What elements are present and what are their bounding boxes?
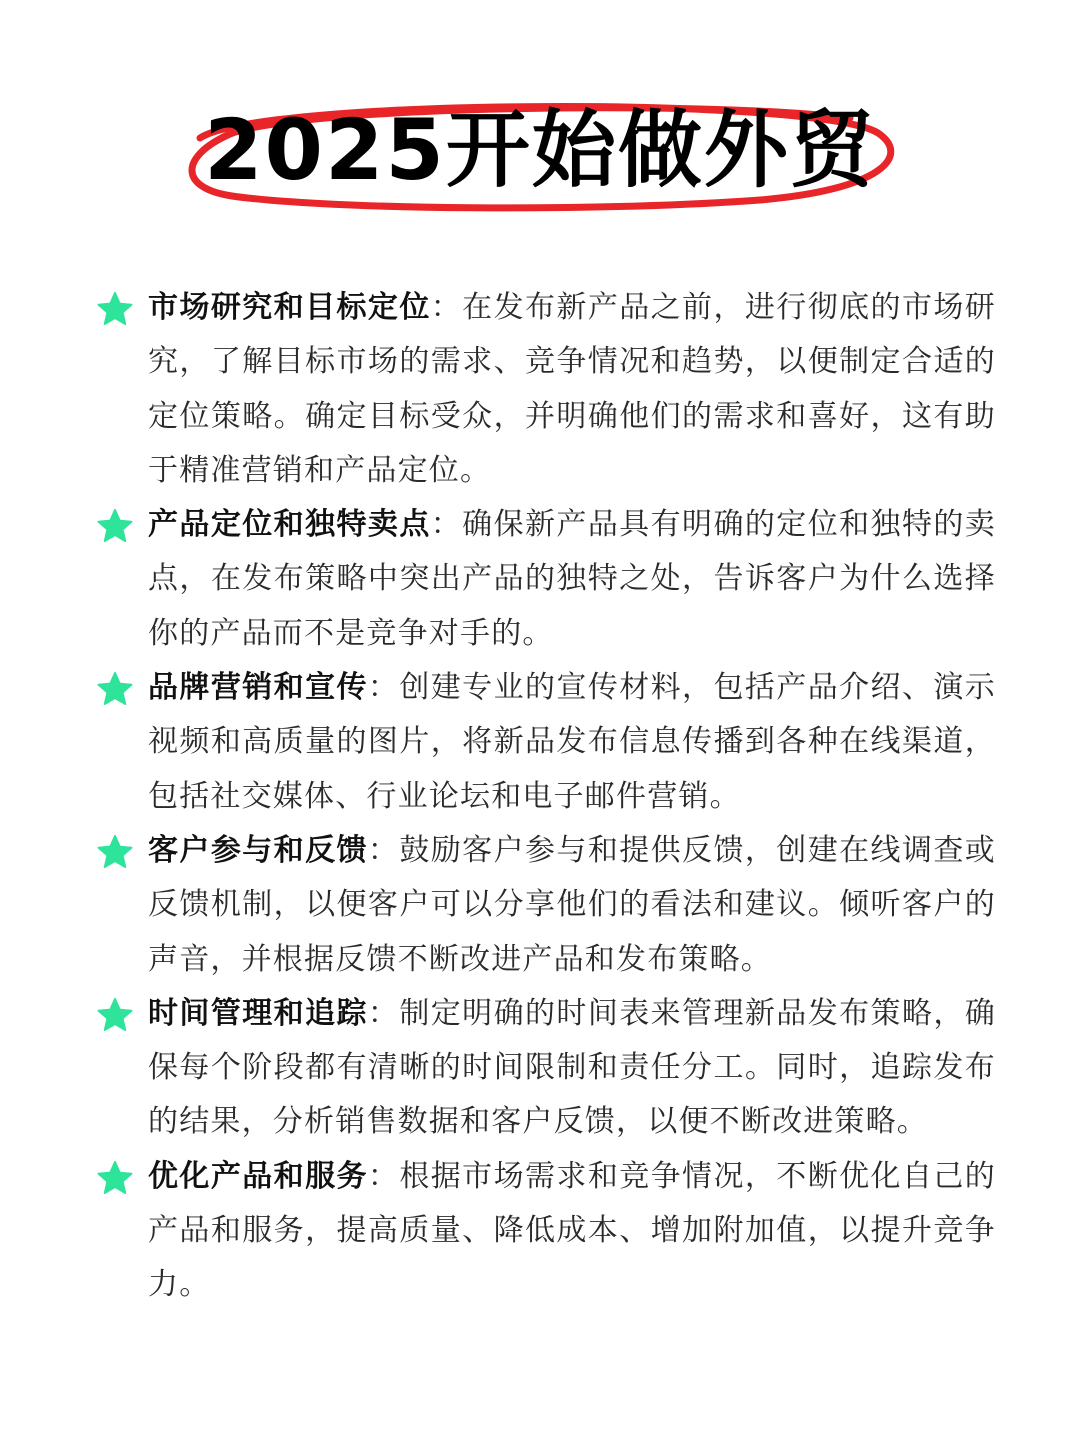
item-heading: 优化产品和服务 (148, 1158, 368, 1194)
item-heading: 品牌营销和宣传 (148, 670, 368, 706)
item-heading: 时间管理和追踪 (148, 995, 368, 1031)
item-separator: ： (430, 290, 463, 325)
item-paragraph (148, 1150, 996, 1313)
list-item (96, 1150, 996, 1313)
list-item (96, 281, 996, 498)
list-item (96, 498, 996, 661)
item-separator: ： (367, 670, 400, 706)
item-body: 制定明确的时间表来管理新品发布策略，确保每个阶段都有清晰的时间限制和责任分工。同时，追踪发布的结果，分析销售数据和客户反馈，以便不断改进策略。 (148, 995, 996, 1140)
title-block (0, 78, 1080, 228)
item-paragraph (148, 498, 996, 661)
item-paragraph (148, 661, 996, 824)
list-item (96, 987, 996, 1150)
star-icon (96, 670, 134, 708)
item-body: 确保新产品具有明确的定位和独特的卖点，在发布策略中突出产品的独特之处，告诉客户为什么选择你的产品而不是竞争对手的。 (148, 507, 996, 651)
item-body: 鼓励客户参与和提供反馈，创建在线调查或反馈机制，以便客户可以分享他们的看法和建议。倾听客户的声音，并根据反馈不断改进产品和发布策略。 (148, 832, 996, 977)
item-body: 根据市场需求和竞争情况，不断优化自己的产品和服务，提高质量、降低成本、增加附加值，以提升竞争力。 (148, 1158, 996, 1303)
item-paragraph (148, 281, 996, 498)
item-heading: 市场研究和目标定位 (148, 290, 431, 325)
item-body: 在发布新产品之前，进行彻底的市场研究，了解目标市场的需求、竞争情况和趋势，以便制定合适的定位策略。确定目标受众，并明确他们的需求和喜好，这有助于精准营销和产品定位。 (148, 290, 996, 488)
item-separator: ： (430, 507, 463, 543)
item-body: 创建专业的宣传材料，包括产品介绍、演示视频和高质量的图片，将新品发布信息传播到各种在线渠道，包括社交媒体、行业论坛和电子邮件营销。 (148, 670, 996, 814)
star-icon (96, 833, 134, 871)
item-paragraph (148, 824, 996, 987)
list-item (96, 824, 996, 987)
item-heading: 产品定位和独特卖点 (148, 507, 431, 543)
star-icon (96, 507, 134, 545)
star-icon (96, 290, 134, 328)
item-separator: ： (367, 832, 400, 868)
item-separator: ： (367, 995, 400, 1031)
tips-list (96, 281, 996, 1313)
page-title: 2025开始做外贸 (204, 101, 876, 199)
item-paragraph (148, 987, 996, 1150)
item-heading: 客户参与和反馈 (148, 832, 368, 868)
star-icon (96, 996, 134, 1034)
item-separator: ： (367, 1158, 400, 1194)
star-icon (96, 1159, 134, 1197)
list-item (96, 661, 996, 824)
